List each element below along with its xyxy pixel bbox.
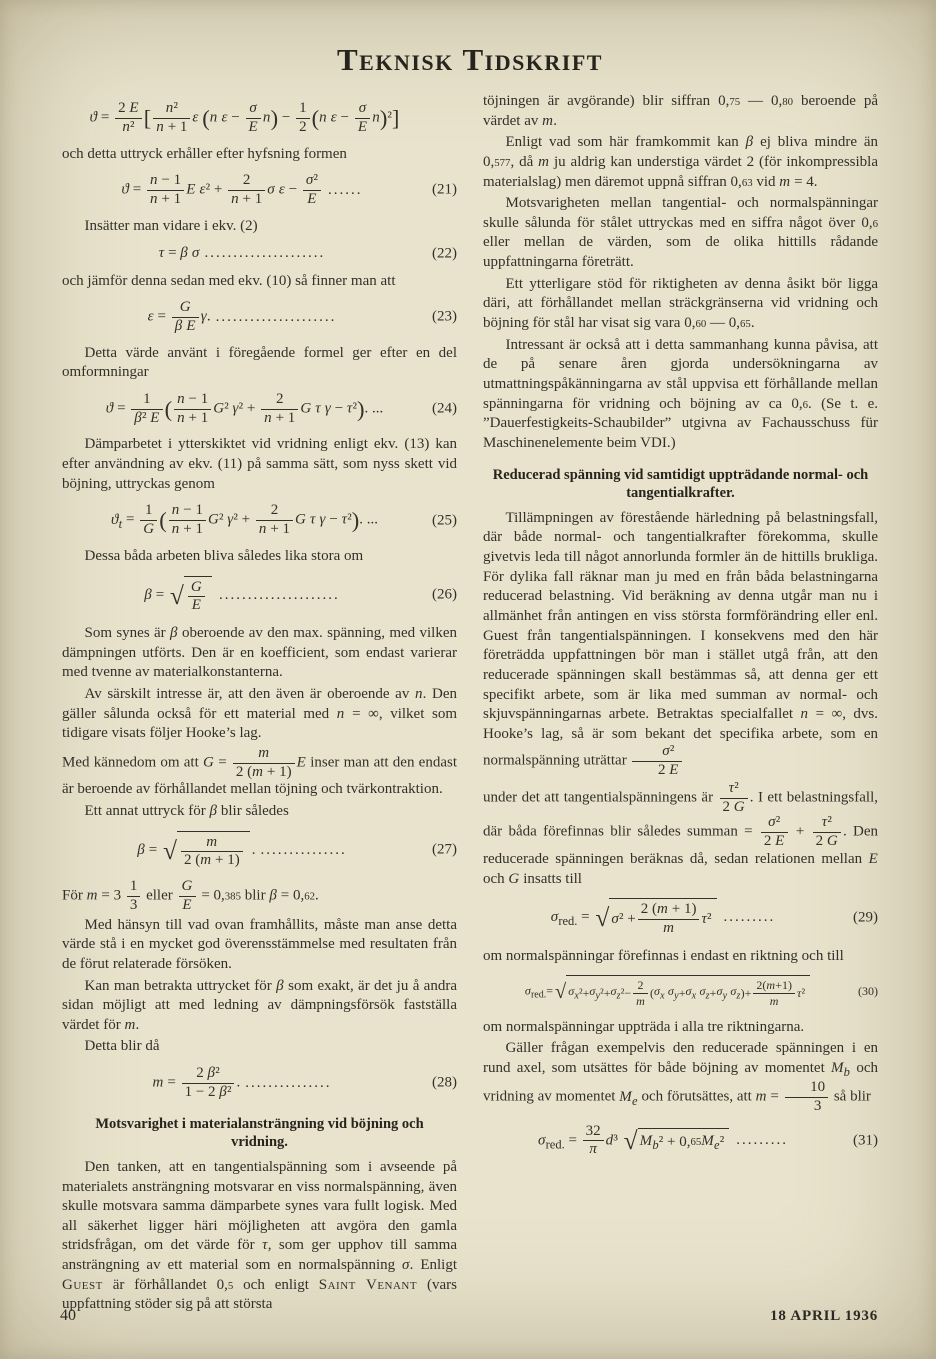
paragraph: För m = 3 $\frac{1}{3}$ eller $\frac{G}{E}$ = 0,385 blir β = 0,62. — [62, 878, 319, 913]
paragraph: Enligt vad som här framkommit kan β ej bliva mindre än 0,577, då m ju aldrig kan understiga värdet 2 (för inkompressibla materialslag) men däremot uppnå siffran 0,63 vid m = 4. — [483, 134, 879, 190]
page-number: 40 — [60, 1307, 76, 1324]
paragraph: Motsvarigheten mellan tangential- och normalspänningar skulle sålunda för stålet uttryckas med en siffra något över 0,6 eller mellan de värden, som de olika hittills rådande uppfattningarna företrätt. — [483, 195, 878, 271]
equation-28: m = $\frac{\text{2 β²}}{\text{1 − 2 β²}}$ . ............... (28) — [152, 1065, 457, 1100]
equation-25: $ϑ_t$ = $\frac{1}{G}$ ( $\frac{n - 1}{n + 1}$ G² γ² + $\frac{2}{n + 1}$ G τ γ − τ²). ... (25) — [111, 502, 457, 538]
paragraph: töjningen är avgörande) blir siffran 0,75 — 0,80 beroende på värdet av m. — [483, 93, 878, 129]
equation-24: ϑ = $\frac{1}{\text{β² E}}$ ( $\frac{n - 1}{n + 1}$ G² γ² + $\frac{2}{n + 1}$ G τ γ − τ²). ... (24) — [105, 390, 457, 426]
paragraph: om normalspänningar förefinnas i endast en riktning och till — [483, 947, 844, 964]
paragraph: och detta uttryck erhåller efter hyfsning formen — [62, 145, 347, 162]
paragraph: Detta blir då — [84, 1038, 160, 1055]
paragraph: Insätter man vidare i ekv. (2) — [84, 217, 258, 234]
paragraph: Den tanken, att en tangentialspänning som i avseende på materialets ansträngning motsvarar en viss normalspänning, även skulle motsvara samma dämparbete synes vara fullt logisk. Med all säkerhet ligger häri möjligheten att avgöra den gamla stridsfrågan, om det värde för τ, som ger upphov till samma ansträngning av ett material som en normalspänning σ. Enligt Guest är förhållandet 0,5 och enligt Saint Venant (vars uppfattning stöder sig på att största — [62, 1158, 457, 1313]
equation-unnumbered: ϑ = $\frac{2 E}{\text{n²}}$ [ $\frac{\text{n²}}{n + 1}$ ε (n ε − $\frac{\sigma}{E}$ n) − $\frac{1}{2}$ (n ε − $\frac{\sigma}{E}$ n)²] — [89, 100, 400, 135]
equation-22: τ = β σ ..................... (22) — [158, 245, 457, 262]
paragraph: om normalspänningar uppträda i alla tre riktningarna. — [483, 1018, 805, 1035]
equation-31: $\sigma_{red.}$ = $\frac{32}{\pi}$ d³ √ $M_b$ ² + 0, 65 $M_e$ ² ......... (31) — [538, 1122, 878, 1158]
equation-21: ϑ = $\frac{n - 1}{n + 1}$ E ε² + $\frac{2}{n + 1}$ σ ε − $\frac{\text{σ²}}{E}$ ...... (21) — [121, 172, 457, 207]
paragraph: Av särskilt intresse är, att den även är oberoende av n. Den gäller sålunda också för ett material med n = ∞, vilket som tidigare visats följer Hooke’s lag. — [62, 685, 457, 742]
paragraph: Med hänsyn till vad ovan framhållits, måste man anse detta värde stå i en mycket god överensstämmelse med resultaten från de förut relaterade försöken. — [62, 916, 457, 972]
paragraph: Som synes är β oberoende av den max. spänning, med vilken dämpningen utförts. Den är en koefficient, som endast varierar med tvenne av materialkonstanterna. — [62, 625, 457, 681]
two-column-layout — [62, 92, 878, 1317]
equation-29: $\sigma_{red.}$ = √ σ ² + 2 (m + 1) m τ ² ......... (29) — [483, 896, 878, 940]
issue-date: 18 APRIL 1936 — [770, 1308, 878, 1324]
paragraph: Intressant är också att i detta sammanhang kunna påvisa, att de på senare åren gjorda undersökningarna av utmattningspåkänningarna av stål uppvisa ett förhållande mellan spänningarna för vridning och böjning av ca 0,6. (Se t. e. ”Dauerfestigkeits-Schaubilder” utgivna av Fachausschuss für Maschinenelemente beim VDI.) — [483, 336, 878, 451]
paragraph: Kan man betrakta uttrycket för β som exakt, är det ju å andra sidan möjligt att med ledning av dämpningsförsök fastställa värdet för m. — [62, 977, 457, 1033]
right-column — [483, 92, 878, 1167]
left-column — [62, 92, 457, 1317]
journal-title: Teknisk Tidskrift — [337, 42, 603, 77]
equation-30: $\sigma_{red.}=$ √ $\sigma_x$ ²+ $\sigma_y$ ²+ $\sigma_z$ ²− 2 m ( $\sigma_x$ $\sigma_y$ + $\sigma_x$ $\sigma_z$ + $\sigma_y$ $\sigma_z$ )+ 2(m+1) m τ ² (30) — [483, 973, 878, 1010]
section-heading-bending-torsion: Motsvarighet i materialansträngning vid böjning och vridning. — [95, 1115, 424, 1150]
paragraph: och jämför denna sedan med ekv. (10) så finner man att — [62, 272, 396, 289]
journal-masthead — [62, 42, 878, 78]
paragraph: Dämparbetet i ytterskiktet vid vridning enligt ekv. (13) kan efter användning av ekv. (11) på samma sätt, som nyss skett vid böjning, uttryckas genom — [62, 436, 457, 492]
paragraph: Tillämpningen av förestående härledning på belastningsfall, där både normal- och tangentialkrafter förekomma, skulle givetvis leda till något annorlunda formler än de hittills brukliga. För dylika fall räknar man ju med en från båda belastningarna reducerad belastning. Vid beräkning av denna utgår man nu i allmänhet från antingen en viss största formförändring eller enl. Guest från tangentialspänningen. I konsekvens med den här företrädda uppfattningen bör man i stället utgå från, att den reducerade spänningen skall bestämmas så, att denna ger ett specifikt arbete, som är lika med summan av normal- och skjuvspänningarnas arbete. Betraktas specialfallet n = ∞, dvs. Hooke’s lag, så är som bekant det specifika arbete, som en normalspänning uträttar $\frac{\text{σ²}}{2 E}$ — [483, 509, 878, 779]
equation-27: β = √ m 2 (m + 1) . ............... (27) — [62, 829, 457, 873]
paragraph: Gäller frågan exempelvis den reducerade spänningen i en rund axel, som utsättes för både böjning av momentet $M_b$ och vridning av momentet $M_e$ och förutsättes, att m = $\frac{10}{3}$ så blir — [483, 1040, 878, 1114]
paragraph: Ett ytterligare stöd för riktigheten av denna åsikt bör ligga däri, att förhållandet mellan sträckgränserna vid vridning och böjning för stål har visat sig vara 0,60 — 0,65. — [483, 275, 878, 332]
equation-23: ε = $\frac{G}{\text{β E}}$ γ. ..................... (23) — [147, 299, 457, 334]
paragraph: Dessa båda arbeten bliva således lika stora om — [84, 547, 364, 564]
page-footer — [60, 1307, 878, 1325]
paragraph: Ett annat uttryck för β blir således — [84, 803, 289, 819]
paragraph: Detta värde använt i föregående formel ger efter en del omformningar — [62, 344, 457, 381]
equation-26: β = √ G E ..................... (26) — [62, 574, 457, 618]
paragraph: Med kännedom om att G = $\frac{m}{2 (m + 1)}$ E inser man att den endast är beroende av förhållandet mellan töjning och tvärkontraktion. — [62, 744, 457, 798]
section-heading-reduced-stress: Reducerad spänning vid samtidigt uppträdande normal- och tangentialkrafter. — [492, 466, 869, 501]
paragraph: under det att tangentialspänningens är $\frac{\text{τ²}}{2 G}$ . I ett belastningsfall, där båda förefinnas blir således summan = $\frac{\text{σ²}}{2 E}$ + $\frac{\text{τ²}}{2 G}$ . Den reducerade spänningen beräknas då, sedan relationen mellan E och G insatts till — [483, 779, 879, 887]
